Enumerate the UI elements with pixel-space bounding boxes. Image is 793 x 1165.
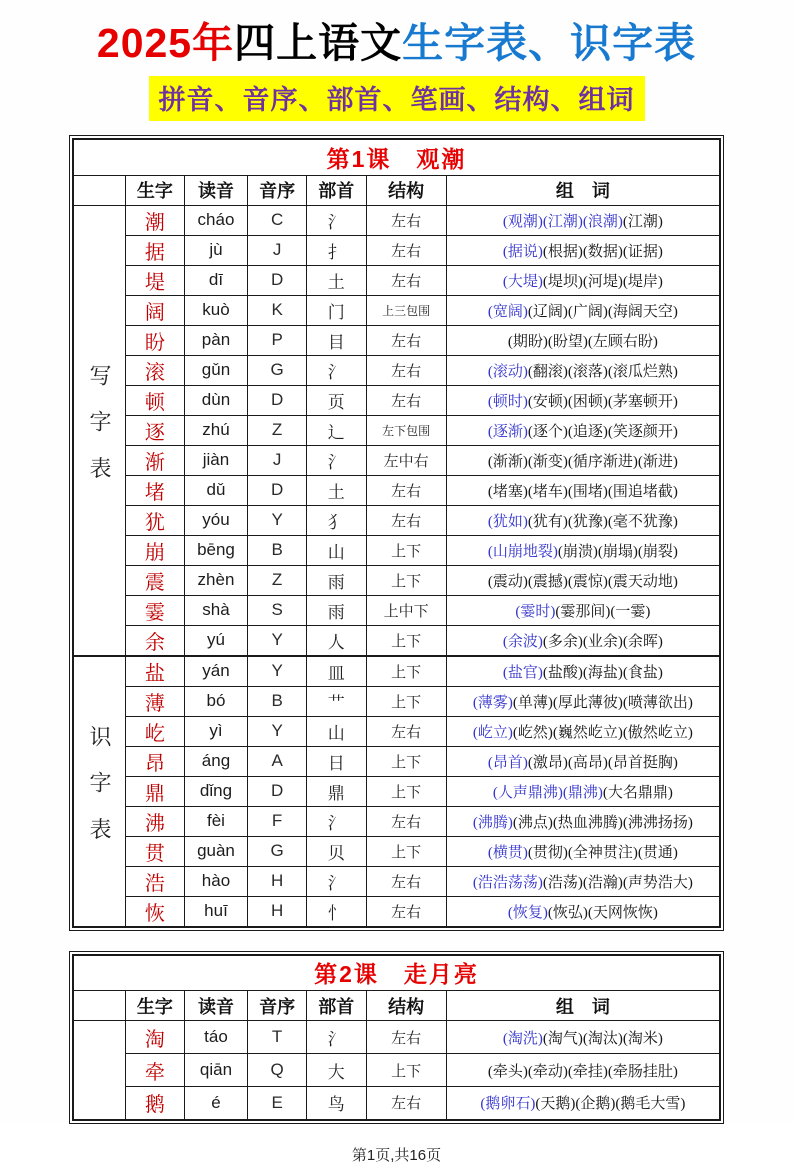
table-row [73, 445, 720, 475]
initial-cell: Y [248, 625, 307, 656]
column-header: 部首 [307, 991, 367, 1021]
radical-cell: 鼎 [307, 776, 367, 806]
structure-cell: 左右 [366, 385, 446, 415]
structure-cell: 左下包围 [366, 415, 446, 445]
table-row [73, 806, 720, 836]
structure-cell: 上下 [366, 776, 446, 806]
words-cell [446, 385, 720, 415]
initial-cell: B [248, 686, 307, 716]
column-header: 结构 [366, 175, 446, 205]
pinyin-cell: jù [184, 235, 247, 265]
pinyin-cell: yóu [184, 505, 247, 535]
pinyin-cell: bó [184, 686, 247, 716]
words-cell [446, 836, 720, 866]
radical-cell: 页 [307, 385, 367, 415]
words-black: (沸点)(热血沸腾)(沸沸扬扬) [512, 814, 693, 831]
words-blue: (山崩地裂) [487, 543, 558, 560]
char-cell: 浩 [125, 866, 184, 896]
table-row [73, 565, 720, 595]
words-cell [446, 205, 720, 235]
radical-cell: 氵 [307, 866, 367, 896]
char-cell: 牵 [125, 1054, 184, 1087]
words-cell [446, 265, 720, 295]
char-cell: 逐 [125, 415, 184, 445]
words-black: (崩溃)(崩塌)(崩裂) [557, 543, 678, 560]
char-cell: 崩 [125, 535, 184, 565]
words-black: (翻滚)(滚落)(滚瓜烂熟) [527, 363, 678, 380]
structure-cell: 左中右 [366, 445, 446, 475]
words-blue: (霎时) [515, 603, 556, 620]
words-cell [446, 896, 720, 927]
pinyin-cell: yì [184, 716, 247, 746]
table-row [73, 1054, 720, 1087]
words-cell [446, 475, 720, 505]
char-cell: 滚 [125, 355, 184, 385]
char-cell: 渐 [125, 445, 184, 475]
structure-cell: 左右 [366, 896, 446, 927]
radical-cell: 大 [307, 1054, 367, 1087]
words-cell [446, 1021, 720, 1054]
radical-cell: 土 [307, 475, 367, 505]
column-header: 部首 [307, 175, 367, 205]
structure-cell: 上下 [366, 535, 446, 565]
words-cell [446, 415, 720, 445]
words-cell [446, 656, 720, 687]
table-row [73, 235, 720, 265]
initial-cell: E [248, 1087, 307, 1120]
words-cell [446, 866, 720, 896]
label-column-header [73, 175, 125, 205]
words-blue: (淘洗) [502, 1030, 543, 1047]
radical-cell: 门 [307, 295, 367, 325]
column-header: 音序 [248, 991, 307, 1021]
structure-cell: 上下 [366, 836, 446, 866]
words-blue: (薄雾) [472, 694, 513, 711]
words-blue: (浩浩荡荡) [472, 874, 543, 891]
char-cell: 贯 [125, 836, 184, 866]
radical-cell: 目 [307, 325, 367, 355]
words-black: (逐个)(追逐)(笑逐颜开) [527, 423, 678, 440]
title-tail: 生字表、识字表 [402, 20, 697, 66]
table-row [73, 505, 720, 535]
words-black: (安顿)(困顿)(茅塞顿开) [527, 393, 678, 410]
table-row [73, 776, 720, 806]
tables-container [69, 135, 724, 1124]
words-blue: (宽阔) [487, 303, 528, 320]
char-cell: 阔 [125, 295, 184, 325]
char-cell: 恢 [125, 896, 184, 927]
initial-cell: D [248, 475, 307, 505]
pinyin-cell: gǔn [184, 355, 247, 385]
structure-cell: 左右 [366, 235, 446, 265]
initial-cell: J [248, 235, 307, 265]
words-blue: (大堤) [502, 273, 543, 290]
char-cell: 顿 [125, 385, 184, 415]
words-blue: (顿时) [487, 393, 528, 410]
words-cell [446, 565, 720, 595]
radical-cell: 艹 [307, 686, 367, 716]
structure-cell: 上下 [366, 625, 446, 656]
section-label [73, 1021, 125, 1120]
char-cell: 鼎 [125, 776, 184, 806]
initial-cell: Y [248, 656, 307, 687]
initial-cell: D [248, 776, 307, 806]
char-cell: 盐 [125, 656, 184, 687]
words-black: (浩荡)(浩瀚)(声势浩大) [542, 874, 693, 891]
char-cell: 淘 [125, 1021, 184, 1054]
page-number: 第1页,共16页 [351, 1146, 442, 1164]
column-header: 组 词 [446, 991, 720, 1021]
structure-cell: 左右 [366, 355, 446, 385]
page-title [0, 0, 793, 67]
table-row [73, 896, 720, 927]
initial-cell: Y [248, 505, 307, 535]
table-row [73, 265, 720, 295]
table-row [73, 595, 720, 625]
char-cell: 堵 [125, 475, 184, 505]
initial-cell: K [248, 295, 307, 325]
words-black: (激昂)(高昂)(昂首挺胸) [527, 754, 678, 771]
initial-cell: Z [248, 565, 307, 595]
column-header-row [73, 991, 720, 1021]
char-cell: 震 [125, 565, 184, 595]
words-blue: (滚动) [487, 363, 528, 380]
table-row [73, 355, 720, 385]
pinyin-cell: cháo [184, 205, 247, 235]
words-blue: (横贯) [487, 844, 528, 861]
words-blue: (沸腾) [472, 814, 513, 831]
words-black: (犹有)(犹豫)(毫不犹豫) [527, 513, 678, 530]
words-black: (牵头)(牵动)(牵挂)(牵肠挂肚) [487, 1063, 678, 1080]
words-black: (贯彻)(全神贯注)(贯通) [527, 844, 678, 861]
char-cell: 犹 [125, 505, 184, 535]
table-row [73, 746, 720, 776]
lesson-title: 第2课 走月亮 [73, 955, 720, 991]
pinyin-cell: fèi [184, 806, 247, 836]
words-cell [446, 235, 720, 265]
column-header: 读音 [184, 991, 247, 1021]
column-header: 生字 [125, 175, 184, 205]
char-cell: 潮 [125, 205, 184, 235]
words-blue: (盐官) [502, 664, 543, 681]
pinyin-cell: pàn [184, 325, 247, 355]
label-column-header [73, 991, 125, 1021]
table-row [73, 716, 720, 746]
words-blue: (昂首) [487, 754, 528, 771]
lesson-table-wrap [69, 135, 724, 931]
initial-cell: G [248, 355, 307, 385]
radical-cell: 雨 [307, 565, 367, 595]
subtitle-row [0, 76, 793, 121]
radical-cell: 日 [307, 746, 367, 776]
table-row [73, 1087, 720, 1120]
initial-cell: P [248, 325, 307, 355]
column-header: 音序 [248, 175, 307, 205]
words-black: (多余)(业余)(余晖) [542, 633, 663, 650]
table-row [73, 625, 720, 656]
words-black: (辽阔)(广阔)(海阔天空) [527, 303, 678, 320]
structure-cell: 上下 [366, 565, 446, 595]
pinyin-cell: yán [184, 656, 247, 687]
title-year: 2025年 [96, 20, 235, 66]
words-blue: (鹅卵石) [480, 1096, 536, 1113]
words-black: (恢弘)(天网恢恢) [547, 904, 658, 921]
radical-cell: 氵 [307, 205, 367, 235]
structure-cell: 左右 [366, 475, 446, 505]
pinyin-cell: zhèn [184, 565, 247, 595]
char-cell: 堤 [125, 265, 184, 295]
table-row [73, 415, 720, 445]
column-header: 组 词 [446, 175, 720, 205]
words-black: (堤坝)(河堤)(堤岸) [542, 273, 663, 290]
words-blue: (恢复) [507, 904, 548, 921]
structure-cell: 左右 [366, 505, 446, 535]
char-cell: 盼 [125, 325, 184, 355]
words-cell [446, 445, 720, 475]
pinyin-cell: bēng [184, 535, 247, 565]
initial-cell: A [248, 746, 307, 776]
radical-cell: 山 [307, 716, 367, 746]
words-black: (单薄)(厚此薄彼)(喷薄欲出) [512, 694, 693, 711]
initial-cell: Y [248, 716, 307, 746]
table-row [73, 205, 720, 235]
words-blue: (据说) [502, 243, 543, 260]
structure-cell: 上下 [366, 686, 446, 716]
radical-cell: 山 [307, 535, 367, 565]
title-middle: 四上语文 [234, 20, 403, 66]
words-blue: (犹如) [487, 513, 528, 530]
initial-cell: Z [248, 415, 307, 445]
pinyin-cell: shà [184, 595, 247, 625]
radical-cell: 鸟 [307, 1087, 367, 1120]
pinyin-cell: dǐng [184, 776, 247, 806]
char-cell: 余 [125, 625, 184, 656]
words-blue: (人声鼎沸)(鼎沸) [492, 784, 603, 801]
words-black: (淘气)(淘汰)(淘米) [542, 1030, 663, 1047]
column-header-row [73, 175, 720, 205]
words-cell [446, 1054, 720, 1087]
table-row [73, 1021, 720, 1054]
table-row [73, 325, 720, 355]
words-black: (天鹅)(企鹅)(鹅毛大雪) [535, 1096, 686, 1113]
words-cell [446, 355, 720, 385]
initial-cell: H [248, 896, 307, 927]
structure-cell: 上下 [366, 656, 446, 687]
words-cell [446, 295, 720, 325]
initial-cell: J [248, 445, 307, 475]
radical-cell: 土 [307, 265, 367, 295]
radical-cell: 氵 [307, 1021, 367, 1054]
table-row [73, 535, 720, 565]
radical-cell: 辶 [307, 415, 367, 445]
lesson-table-wrap [69, 951, 724, 1124]
radical-cell: 皿 [307, 656, 367, 687]
structure-cell: 左右 [366, 1021, 446, 1054]
pinyin-cell: dǔ [184, 475, 247, 505]
initial-cell: F [248, 806, 307, 836]
words-black: (盐酸)(海盐)(食盐) [542, 664, 663, 681]
words-black: (霎那间)(一霎) [555, 603, 651, 620]
radical-cell: 忄 [307, 896, 367, 927]
pinyin-cell: huī [184, 896, 247, 927]
words-black: (堵塞)(堵车)(围堵)(围追堵截) [487, 483, 678, 500]
table-row [73, 295, 720, 325]
words-black: (期盼)(盼望)(左顾右盼) [507, 333, 658, 350]
words-blue: (观潮)(江潮)(浪潮) [502, 213, 623, 230]
words-black: (江潮) [622, 213, 663, 230]
words-black: (震动)(震撼)(震惊)(震天动地) [487, 573, 678, 590]
char-cell: 薄 [125, 686, 184, 716]
structure-cell: 上中下 [366, 595, 446, 625]
words-blue: (余波) [502, 633, 543, 650]
pinyin-cell: áng [184, 746, 247, 776]
pinyin-cell: kuò [184, 295, 247, 325]
pinyin-cell: é [184, 1087, 247, 1120]
pinyin-cell: táo [184, 1021, 247, 1054]
structure-cell: 上下 [366, 746, 446, 776]
char-cell: 沸 [125, 806, 184, 836]
initial-cell: C [248, 205, 307, 235]
radical-cell: 贝 [307, 836, 367, 866]
initial-cell: H [248, 866, 307, 896]
words-black: (根据)(数据)(证据) [542, 243, 663, 260]
structure-cell: 左右 [366, 205, 446, 235]
initial-cell: G [248, 836, 307, 866]
lesson-table [72, 954, 721, 1121]
words-cell [446, 716, 720, 746]
initial-cell: D [248, 265, 307, 295]
structure-cell: 左右 [366, 1087, 446, 1120]
radical-cell: 犭 [307, 505, 367, 535]
column-header: 读音 [184, 175, 247, 205]
pinyin-cell: zhú [184, 415, 247, 445]
words-cell [446, 625, 720, 656]
char-cell: 昂 [125, 746, 184, 776]
words-black: (屹然)(巍然屹立)(傲然屹立) [512, 724, 693, 741]
words-cell [446, 686, 720, 716]
lesson-title-row [73, 955, 720, 991]
pinyin-cell: dùn [184, 385, 247, 415]
structure-cell: 左右 [366, 806, 446, 836]
initial-cell: Q [248, 1054, 307, 1087]
words-cell [446, 746, 720, 776]
lesson-table [72, 138, 721, 928]
radical-cell: 雨 [307, 595, 367, 625]
words-blue: (逐渐) [487, 423, 528, 440]
table-row [73, 686, 720, 716]
table-row [73, 656, 720, 687]
column-header: 结构 [366, 991, 446, 1021]
words-cell [446, 505, 720, 535]
initial-cell: B [248, 535, 307, 565]
pinyin-cell: yú [184, 625, 247, 656]
column-header: 生字 [125, 991, 184, 1021]
table-row [73, 836, 720, 866]
structure-cell: 左右 [366, 866, 446, 896]
page-subtitle: 拼音、音序、部首、笔画、结构、组词 [149, 76, 645, 121]
words-black: (大名鼎鼎) [602, 784, 673, 801]
section-label: 识字表 [73, 656, 125, 927]
words-cell [446, 1087, 720, 1120]
pinyin-cell: jiàn [184, 445, 247, 475]
words-cell [446, 776, 720, 806]
words-cell [446, 325, 720, 355]
words-black: (渐渐)(渐变)(循序渐进)(渐进) [487, 453, 678, 470]
lesson-title: 第1课 观潮 [73, 139, 720, 175]
words-cell [446, 806, 720, 836]
structure-cell: 上下 [366, 1054, 446, 1087]
initial-cell: D [248, 385, 307, 415]
lesson-title-row [73, 139, 720, 175]
pinyin-cell: qiān [184, 1054, 247, 1087]
words-cell [446, 535, 720, 565]
char-cell: 据 [125, 235, 184, 265]
initial-cell: T [248, 1021, 307, 1054]
structure-cell: 上三包围 [366, 295, 446, 325]
table-row [73, 475, 720, 505]
radical-cell: 人 [307, 625, 367, 656]
pinyin-cell: dī [184, 265, 247, 295]
table-row [73, 385, 720, 415]
char-cell: 屹 [125, 716, 184, 746]
structure-cell: 左右 [366, 265, 446, 295]
initial-cell: S [248, 595, 307, 625]
words-blue: (屹立) [472, 724, 513, 741]
pinyin-cell: hào [184, 866, 247, 896]
char-cell: 霎 [125, 595, 184, 625]
char-cell: 鹅 [125, 1087, 184, 1120]
section-label: 写字表 [73, 205, 125, 656]
radical-cell: 氵 [307, 806, 367, 836]
structure-cell: 左右 [366, 325, 446, 355]
radical-cell: 扌 [307, 235, 367, 265]
radical-cell: 氵 [307, 355, 367, 385]
radical-cell: 氵 [307, 445, 367, 475]
words-cell [446, 595, 720, 625]
pinyin-cell: guàn [184, 836, 247, 866]
structure-cell: 左右 [366, 716, 446, 746]
table-row [73, 866, 720, 896]
